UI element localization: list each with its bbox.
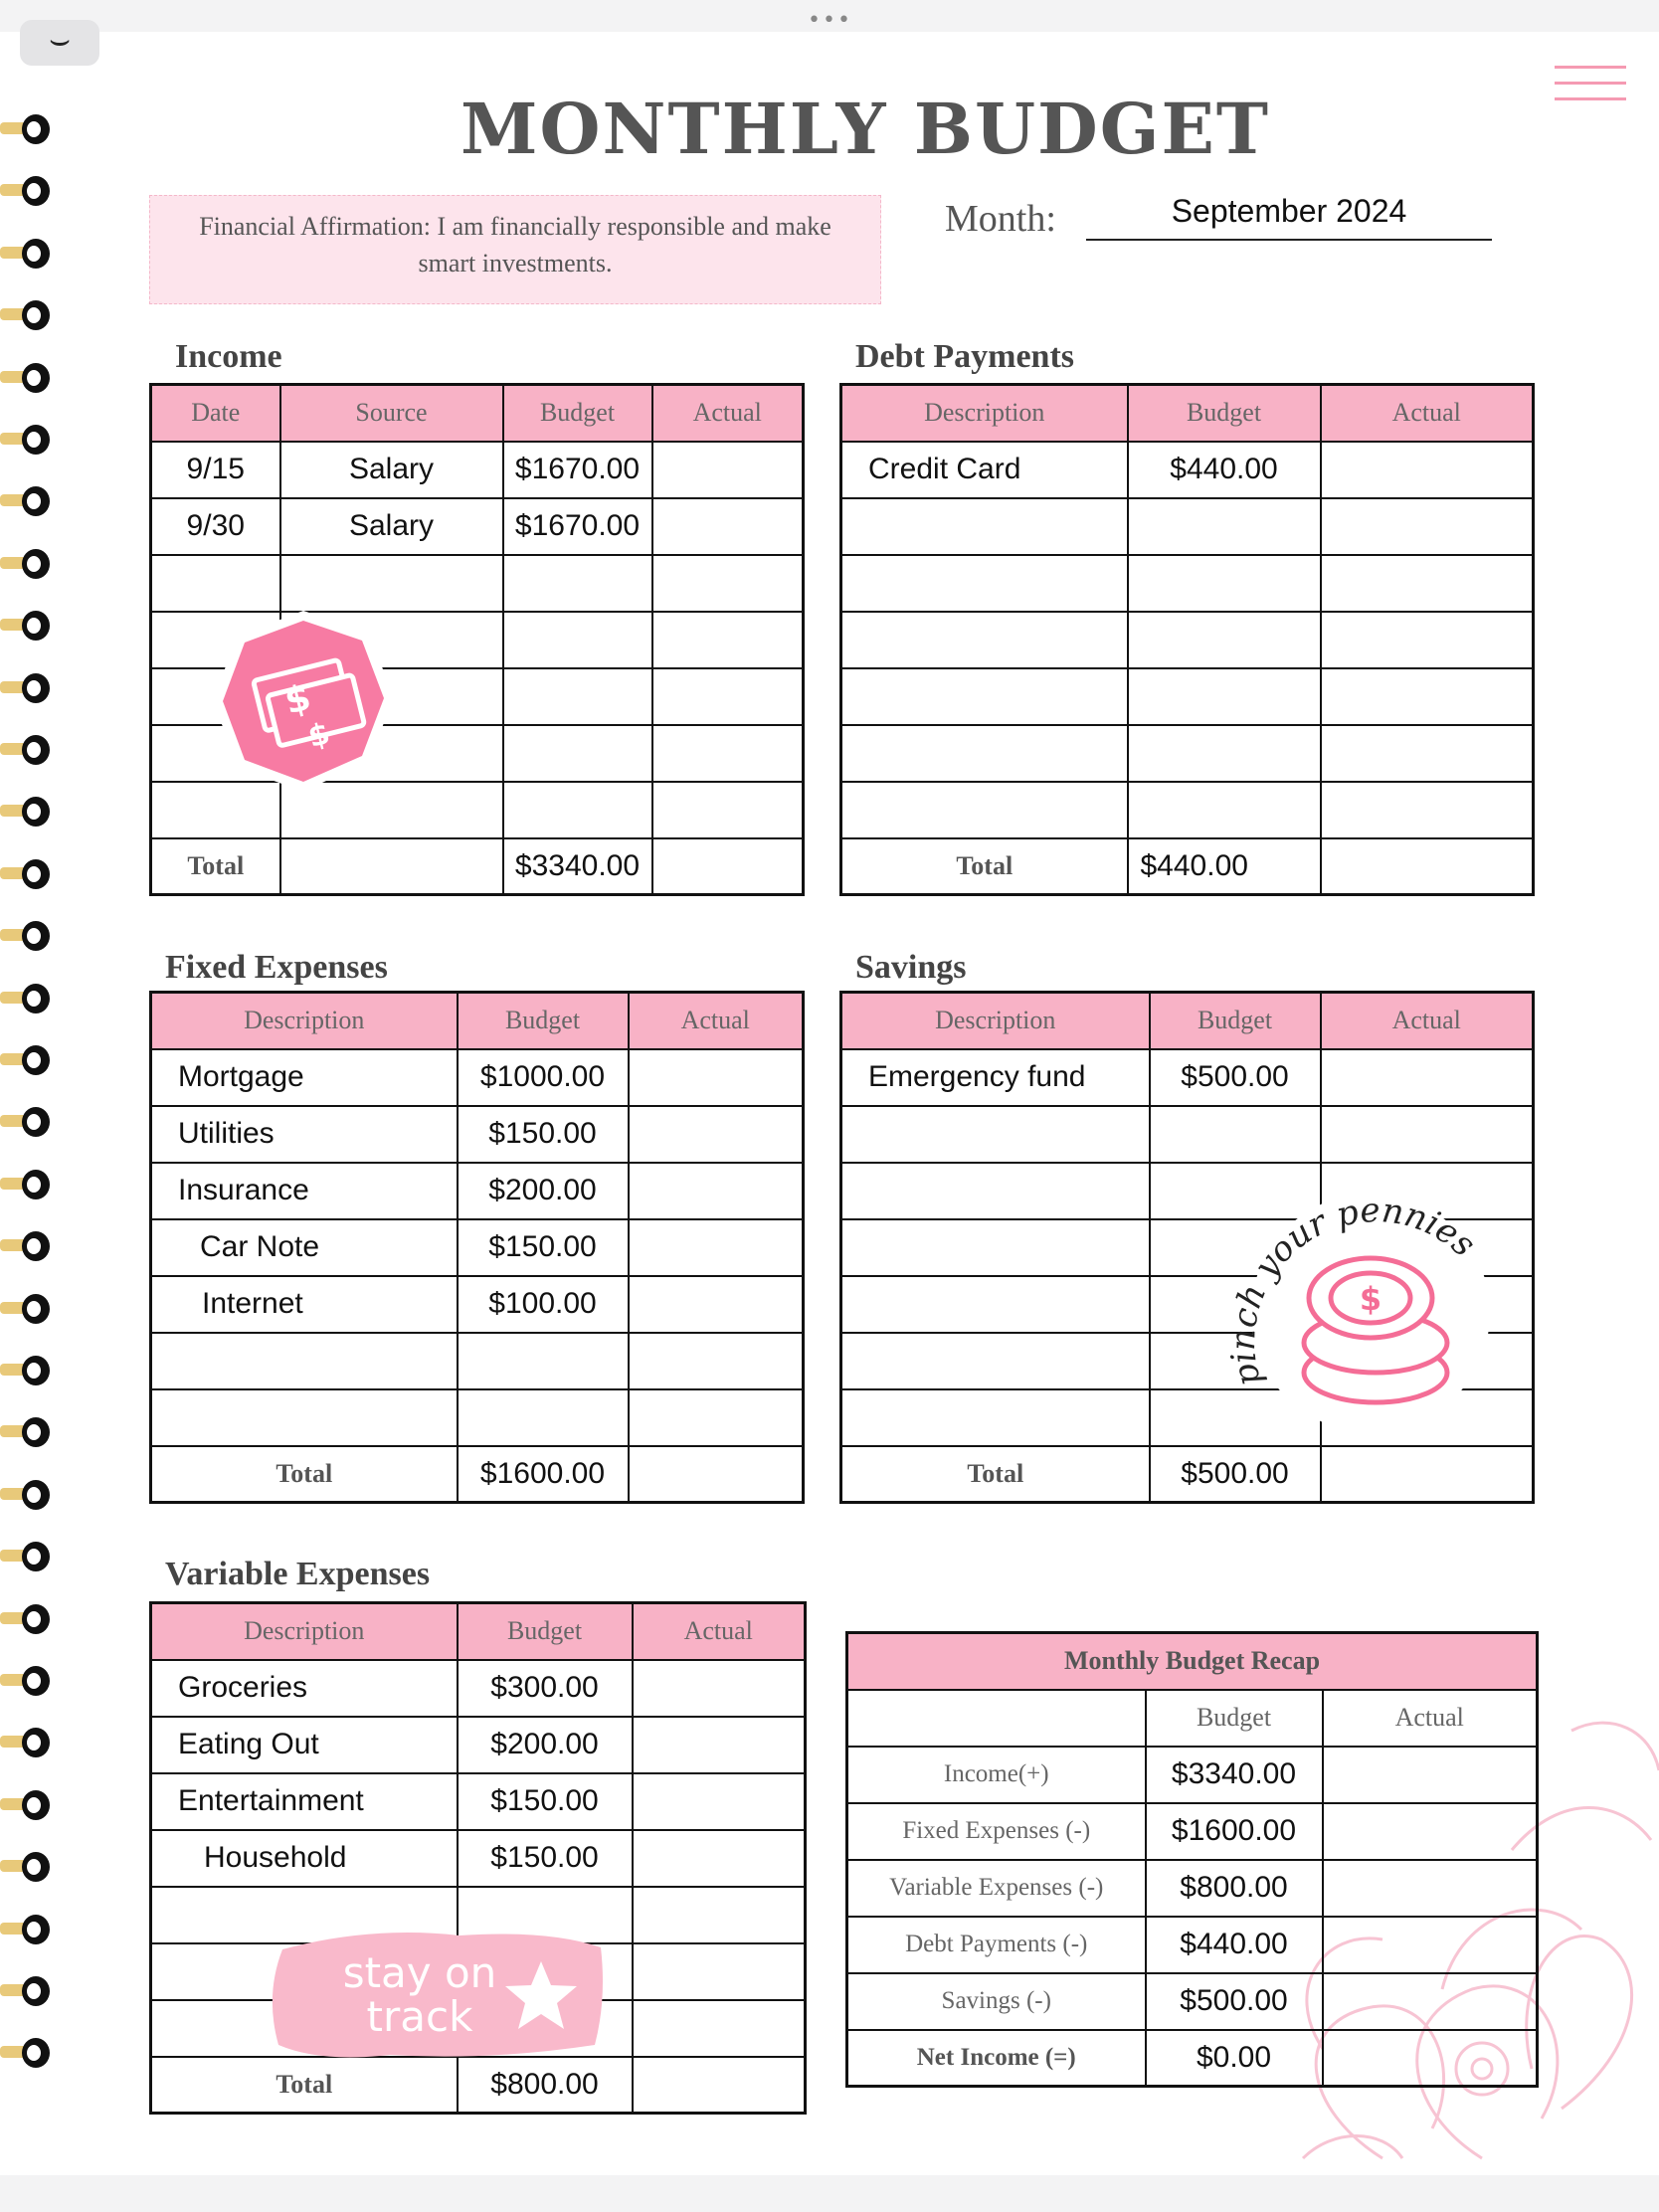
binding-ring [0, 1849, 52, 1883]
debt-header-budget: Budget [1128, 385, 1321, 442]
recap-label: Fixed Expenses (-) [847, 1803, 1146, 1860]
fixed-actual-cell[interactable] [629, 1219, 804, 1276]
fixed-budget-cell[interactable]: $150.00 [458, 1219, 629, 1276]
binding-ring [0, 1539, 52, 1572]
empty-cell[interactable] [503, 782, 652, 838]
table-row [841, 555, 1534, 612]
binding-ring [0, 1167, 52, 1200]
empty-cell[interactable] [841, 1333, 1150, 1389]
binding-ring [0, 1912, 52, 1945]
empty-cell[interactable] [1321, 668, 1534, 725]
table-row [151, 498, 804, 555]
recap-title: Monthly Budget Recap [847, 1633, 1538, 1690]
variable-description-cell[interactable]: Groceries [151, 1660, 458, 1717]
empty-cell[interactable] [1128, 498, 1321, 555]
binding-ring [0, 1414, 52, 1448]
savings-total-label: Total [841, 1446, 1150, 1503]
empty-cell[interactable] [1150, 1106, 1321, 1163]
pennies-sticker [1221, 1174, 1510, 1442]
total-row [151, 838, 804, 895]
variable-actual-cell[interactable] [633, 1717, 806, 1773]
income-budget-cell[interactable]: $1670.00 [503, 498, 652, 555]
debt-header-actual: Actual [1321, 385, 1534, 442]
binding-ring [0, 1787, 52, 1821]
recap-actual-cell[interactable] [1323, 1747, 1538, 1803]
variable-description-cell[interactable]: Entertainment [151, 1773, 458, 1830]
debt-actual-cell[interactable] [1321, 442, 1534, 498]
empty-cell[interactable] [503, 725, 652, 782]
table-row [847, 1747, 1538, 1803]
table-row [151, 555, 804, 612]
binding-ring [0, 236, 52, 270]
variable-budget-cell[interactable]: $150.00 [458, 1773, 633, 1830]
empty-cell[interactable] [633, 2057, 806, 2114]
variable-title: Variable Expenses [165, 1556, 431, 1592]
income-total-budget[interactable]: $3340.00 [503, 838, 652, 895]
money-bills-icon [211, 609, 396, 794]
binding-ring [0, 1353, 52, 1386]
fixed-actual-cell[interactable] [629, 1163, 804, 1219]
recap-table [845, 1631, 1539, 2088]
binding-ring [0, 1725, 52, 1758]
debt-total-label: Total [841, 838, 1128, 895]
debt-description-cell[interactable]: Credit Card [841, 442, 1128, 498]
total-row [841, 838, 1534, 895]
empty-cell[interactable] [1128, 612, 1321, 668]
savings-total-budget[interactable]: $500.00 [1150, 1446, 1321, 1503]
recap-budget-cell[interactable]: $0.00 [1146, 2030, 1323, 2087]
debt-title: Debt Payments [855, 338, 1075, 375]
variable-budget-cell[interactable]: $150.00 [458, 1830, 633, 1887]
table-row [151, 1163, 804, 1219]
binding-ring [0, 1973, 52, 2007]
fixed-budget-cell[interactable]: $150.00 [458, 1106, 629, 1163]
binding-ring [0, 1477, 52, 1511]
empty-cell[interactable] [151, 1389, 458, 1446]
stay-text: stay on [342, 1948, 497, 1997]
page-title: MONTHLY BUDGET [461, 88, 1270, 170]
empty-cell[interactable] [633, 1943, 806, 2000]
menu-icon[interactable] [1555, 62, 1626, 105]
empty-cell[interactable] [1321, 555, 1534, 612]
recap-header-budget: Budget [1146, 1690, 1323, 1747]
savings-header-budget: Budget [1150, 993, 1321, 1049]
savings-budget-cell[interactable]: $500.00 [1150, 1049, 1321, 1106]
variable-header-budget: Budget [458, 1603, 633, 1660]
empty-cell[interactable] [280, 555, 503, 612]
empty-cell[interactable] [841, 1389, 1150, 1446]
income-date-cell[interactable]: 9/15 [151, 442, 280, 498]
table-row [151, 1389, 804, 1446]
empty-cell[interactable] [503, 555, 652, 612]
binding-ring [0, 1601, 52, 1635]
savings-header-actual: Actual [1321, 993, 1534, 1049]
binding-ring [0, 546, 52, 580]
table-row [841, 442, 1534, 498]
empty-cell[interactable] [629, 1446, 804, 1503]
savings-title: Savings [855, 949, 967, 986]
fixed-budget-cell[interactable]: $200.00 [458, 1163, 629, 1219]
fixed-expenses-table [149, 991, 805, 1504]
income-total-label: Total [151, 838, 280, 895]
empty-cell[interactable] [633, 1887, 806, 1943]
month-label: Month: [945, 198, 1056, 240]
table-row [841, 498, 1534, 555]
debt-table [839, 383, 1535, 896]
table-row [151, 1717, 806, 1773]
table-row [151, 442, 804, 498]
recap-budget-cell[interactable]: $3340.00 [1146, 1747, 1323, 1803]
empty-cell[interactable] [652, 668, 804, 725]
empty-cell[interactable] [629, 1389, 804, 1446]
empty-cell[interactable] [1128, 782, 1321, 838]
recap-budget-cell[interactable]: $800.00 [1146, 1860, 1323, 1917]
income-header-date: Date [151, 385, 280, 442]
income-date-cell[interactable]: 9/30 [151, 498, 280, 555]
collapse-button[interactable]: ⌣ [20, 20, 99, 66]
fixed-total-budget[interactable]: $1600.00 [458, 1446, 629, 1503]
variable-budget-cell[interactable]: $300.00 [458, 1660, 633, 1717]
empty-cell[interactable] [841, 1219, 1150, 1276]
total-row [841, 1446, 1534, 1503]
binding-ring [0, 297, 52, 331]
binding-ring [0, 981, 52, 1014]
empty-cell[interactable] [841, 1106, 1150, 1163]
money-sticker [211, 609, 396, 794]
empty-cell[interactable] [841, 1276, 1150, 1333]
total-row [151, 1446, 804, 1503]
fixed-description-cell[interactable]: Insurance [151, 1163, 458, 1219]
savings-description-cell[interactable]: Emergency fund [841, 1049, 1150, 1106]
savings-header-description: Description [841, 993, 1150, 1049]
more-options-icon[interactable]: ••• [808, 8, 852, 33]
table-row [847, 1973, 1538, 2030]
income-source-cell[interactable]: Salary [280, 442, 503, 498]
fixed-actual-cell[interactable] [629, 1049, 804, 1106]
empty-cell[interactable] [1321, 1106, 1534, 1163]
empty-cell[interactable] [652, 612, 804, 668]
pennies-text: pinch your pennies [1223, 1190, 1484, 1390]
empty-cell[interactable] [841, 668, 1128, 725]
recap-actual-cell[interactable] [1323, 1973, 1538, 2030]
empty-cell[interactable] [841, 555, 1128, 612]
empty-cell[interactable] [841, 498, 1128, 555]
table-row [847, 1803, 1538, 1860]
table-row [847, 1917, 1538, 1973]
empty-cell[interactable] [503, 668, 652, 725]
income-source-cell[interactable]: Salary [280, 498, 503, 555]
binding-ring [0, 111, 52, 145]
binding-ring [0, 1663, 52, 1697]
savings-actual-cell[interactable] [1321, 1049, 1534, 1106]
recap-label: Variable Expenses (-) [847, 1860, 1146, 1917]
empty-cell[interactable] [1321, 782, 1534, 838]
table-row [841, 725, 1534, 782]
income-header-actual: Actual [652, 385, 804, 442]
binding-ring [0, 1042, 52, 1076]
empty-cell[interactable] [1128, 725, 1321, 782]
recap-label: Debt Payments (-) [847, 1917, 1146, 1973]
fixed-description-cell[interactable]: Utilities [151, 1106, 458, 1163]
table-row [841, 668, 1534, 725]
variable-description-cell[interactable]: Eating Out [151, 1717, 458, 1773]
fixed-header-description: Description [151, 993, 458, 1049]
table-row [841, 1049, 1534, 1106]
fixed-header-budget: Budget [458, 993, 629, 1049]
variable-actual-cell[interactable] [633, 1773, 806, 1830]
table-row [151, 1106, 804, 1163]
variable-actual-cell[interactable] [633, 1830, 806, 1887]
recap-label: Savings (-) [847, 1973, 1146, 2030]
debt-total-budget[interactable]: $440.00 [1128, 838, 1321, 895]
svg-text:$: $ [280, 676, 315, 723]
income-header-source: Source [280, 385, 503, 442]
binding-ring [0, 1104, 52, 1138]
binding-ring [0, 1291, 52, 1325]
empty-cell[interactable] [652, 782, 804, 838]
table-row [151, 1830, 806, 1887]
empty-cell[interactable] [652, 838, 804, 895]
debt-budget-cell[interactable]: $440.00 [1128, 442, 1321, 498]
recap-budget-cell[interactable]: $500.00 [1146, 1973, 1323, 2030]
binding-ring [0, 422, 52, 456]
table-row [847, 2030, 1538, 2087]
variable-description-cell[interactable]: Household [151, 1830, 458, 1887]
fixed-description-cell[interactable]: Internet [151, 1276, 458, 1333]
recap-actual-cell[interactable] [1323, 1860, 1538, 1917]
table-row [151, 1333, 804, 1389]
empty-cell[interactable] [841, 725, 1128, 782]
empty-cell[interactable] [1128, 668, 1321, 725]
table-row [841, 612, 1534, 668]
table-row [841, 1106, 1534, 1163]
empty-cell[interactable] [458, 1333, 629, 1389]
fixed-description-cell[interactable]: Car Note [151, 1219, 458, 1276]
variable-total-budget[interactable]: $800.00 [458, 2057, 633, 2114]
income-header-budget: Budget [503, 385, 652, 442]
svg-text:$: $ [1359, 1280, 1382, 1318]
track-text: track [366, 1992, 473, 2041]
empty-cell[interactable] [151, 555, 280, 612]
fixed-title: Fixed Expenses [165, 949, 388, 986]
income-actual-cell[interactable] [652, 442, 804, 498]
binding-ring [0, 856, 52, 890]
fixed-description-cell[interactable]: Mortgage [151, 1049, 458, 1106]
stay-on-track-sticker [261, 1920, 609, 2069]
empty-cell[interactable] [1321, 612, 1534, 668]
empty-cell[interactable] [841, 612, 1128, 668]
fixed-total-label: Total [151, 1446, 458, 1503]
empty-cell[interactable] [652, 725, 804, 782]
table-row [847, 1860, 1538, 1917]
fixed-budget-cell[interactable]: $100.00 [458, 1276, 629, 1333]
table-row [151, 1219, 804, 1276]
binding-ring [0, 360, 52, 394]
empty-cell[interactable] [841, 1163, 1150, 1219]
recap-header-actual: Actual [1323, 1690, 1538, 1747]
empty-cell[interactable] [503, 612, 652, 668]
recap-actual-cell[interactable] [1323, 1917, 1538, 1973]
recap-actual-cell[interactable] [1323, 1803, 1538, 1860]
binding-ring [0, 732, 52, 766]
table-row [151, 1276, 804, 1333]
recap-label: Net Income (=) [847, 2030, 1146, 2087]
binding-ring [0, 794, 52, 828]
fixed-header-actual: Actual [629, 993, 804, 1049]
empty-cell[interactable] [1321, 498, 1534, 555]
table-row [151, 1660, 806, 1717]
empty-cell[interactable] [1321, 725, 1534, 782]
variable-total-label: Total [151, 2057, 458, 2114]
empty-cell[interactable] [1321, 1446, 1534, 1503]
month-field[interactable]: September 2024 [1086, 187, 1492, 241]
income-budget-cell[interactable]: $1670.00 [503, 442, 652, 498]
table-row [151, 1049, 804, 1106]
variable-header-actual: Actual [633, 1603, 806, 1660]
debt-header-description: Description [841, 385, 1128, 442]
svg-text:$: $ [304, 716, 334, 756]
recap-budget-cell[interactable]: $440.00 [1146, 1917, 1323, 1973]
binding-ring [0, 483, 52, 517]
empty-cell[interactable] [841, 782, 1128, 838]
fixed-actual-cell[interactable] [629, 1106, 804, 1163]
recap-actual-cell[interactable] [1323, 2030, 1538, 2087]
empty-cell [847, 1690, 1146, 1747]
empty-cell[interactable] [151, 1333, 458, 1389]
empty-cell[interactable] [1128, 555, 1321, 612]
variable-budget-cell[interactable]: $200.00 [458, 1717, 633, 1773]
variable-header-description: Description [151, 1603, 458, 1660]
empty-cell[interactable] [633, 2000, 806, 2057]
fixed-budget-cell[interactable]: $1000.00 [458, 1049, 629, 1106]
binding-ring [0, 918, 52, 952]
affirmation-box: Financial Affirmation: I am financially responsible and make smart investments. [149, 195, 881, 304]
binding-ring [0, 670, 52, 704]
empty-cell[interactable] [458, 1389, 629, 1446]
binding-ring [0, 1228, 52, 1262]
fixed-actual-cell[interactable] [629, 1276, 804, 1333]
empty-cell[interactable] [652, 555, 804, 612]
income-actual-cell[interactable] [652, 498, 804, 555]
binding-ring [0, 173, 52, 207]
binding-ring [0, 608, 52, 642]
empty-cell[interactable] [1321, 838, 1534, 895]
recap-label: Income(+) [847, 1747, 1146, 1803]
variable-actual-cell[interactable] [633, 1660, 806, 1717]
empty-cell[interactable] [629, 1333, 804, 1389]
recap-budget-cell[interactable]: $1600.00 [1146, 1803, 1323, 1860]
table-row [841, 782, 1534, 838]
binding-ring [0, 2035, 52, 2069]
table-row [151, 1773, 806, 1830]
income-title: Income [175, 338, 282, 375]
empty-cell[interactable] [280, 838, 503, 895]
